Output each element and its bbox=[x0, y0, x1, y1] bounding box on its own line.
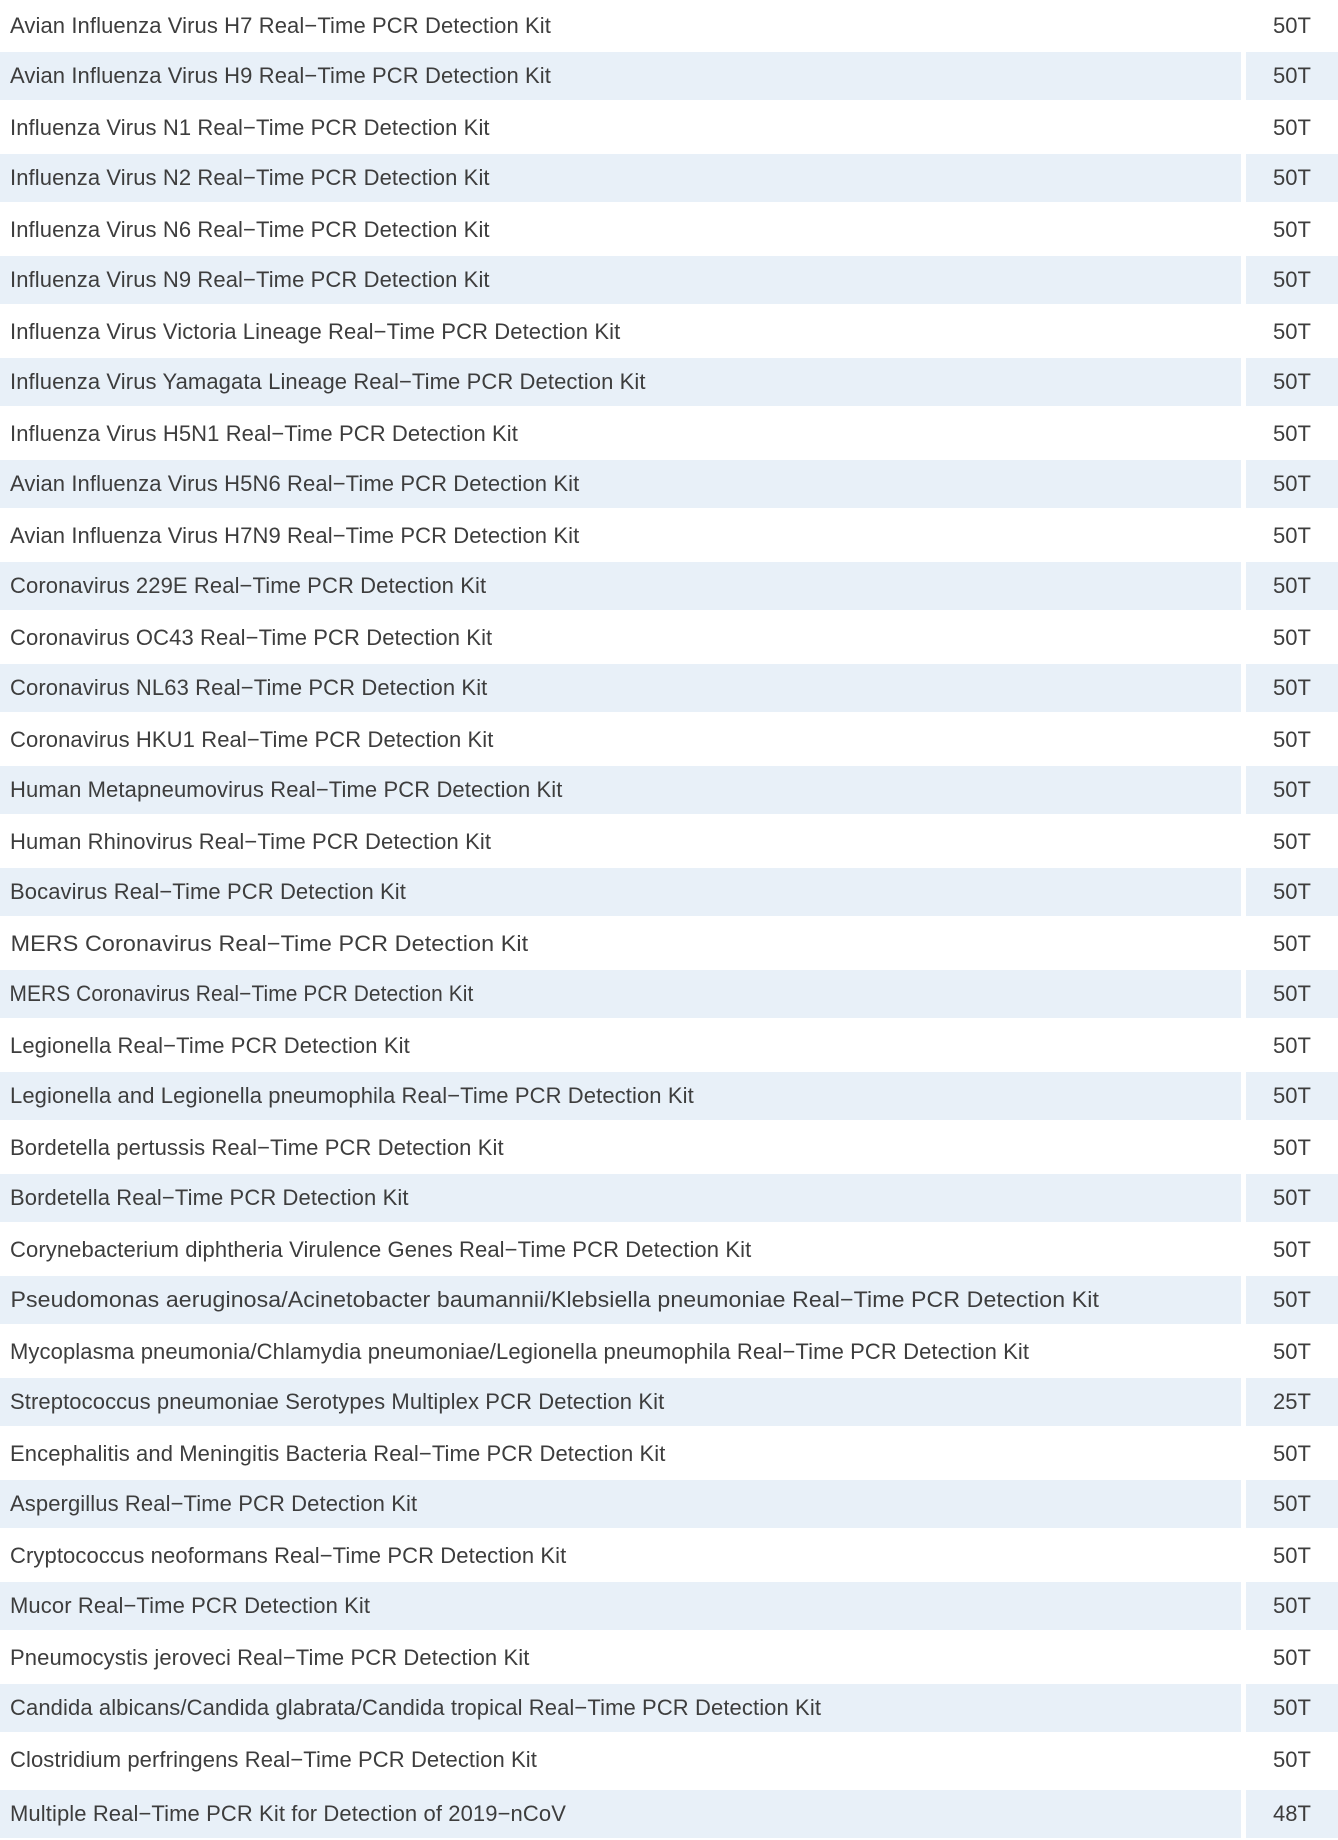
product-name: Coronavirus 229E Real−Time PCR Detection Kit bbox=[10, 573, 487, 598]
table-row bbox=[0, 408, 1338, 459]
product-name: Cryptococcus neoformans Real−Time PCR Detection Kit bbox=[10, 1542, 567, 1568]
table-row bbox=[0, 204, 1338, 255]
pack-size: 50T bbox=[1273, 165, 1311, 190]
product-name: Coronavirus HKU1 Real−Time PCR Detection Kit bbox=[10, 726, 494, 752]
product-name: Streptococcus pneumoniae Serotypes Multiplex PCR Detection Kit bbox=[10, 1389, 665, 1414]
pack-size: 50T bbox=[1273, 1746, 1311, 1772]
pack-size: 50T bbox=[1273, 879, 1311, 904]
product-name: Influenza Virus Yamagata Lineage Real−Time PCR Detection Kit bbox=[10, 369, 646, 394]
pack-size: 50T bbox=[1273, 1185, 1311, 1210]
pack-size: 50T bbox=[1273, 1083, 1311, 1108]
table-row bbox=[0, 306, 1338, 357]
product-name: Coronavirus OC43 Real−Time PCR Detection Kit bbox=[10, 624, 493, 650]
product-name: MERS Coronavirus Real−Time PCR Detection Kit bbox=[10, 930, 529, 956]
pack-size: 50T bbox=[1273, 1236, 1311, 1262]
product-name: Avian Influenza Virus H7N9 Real−Time PCR Detection Kit bbox=[10, 522, 580, 548]
table-row bbox=[0, 918, 1338, 969]
pack-size: 50T bbox=[1273, 930, 1311, 956]
table-row bbox=[0, 765, 1338, 816]
table-row bbox=[0, 612, 1338, 663]
product-name: Influenza Virus N6 Real−Time PCR Detection Kit bbox=[10, 216, 490, 242]
pack-size: 50T bbox=[1273, 573, 1311, 598]
pack-size: 50T bbox=[1273, 1491, 1311, 1516]
product-name: Influenza Virus N2 Real−Time PCR Detection Kit bbox=[10, 165, 490, 190]
product-name: Clostridium perfringens Real−Time PCR Detection Kit bbox=[10, 1746, 537, 1772]
pack-size: 50T bbox=[1273, 981, 1311, 1006]
table-row bbox=[0, 1479, 1338, 1530]
pack-size: 50T bbox=[1273, 471, 1311, 496]
pack-size: 50T bbox=[1273, 1032, 1311, 1058]
pack-size: 50T bbox=[1273, 777, 1311, 802]
product-name: MERS Coronavirus Real−Time PCR Detection Kit bbox=[9, 981, 474, 1006]
product-name: Influenza Virus N1 Real−Time PCR Detection Kit bbox=[10, 114, 490, 140]
pack-size: 50T bbox=[1273, 1338, 1311, 1364]
table-row bbox=[0, 1428, 1338, 1479]
pack-size: 50T bbox=[1273, 624, 1311, 650]
pack-size: 50T bbox=[1273, 726, 1311, 752]
product-name: Corynebacterium diphtheria Virulence Genes Real−Time PCR Detection Kit bbox=[10, 1236, 752, 1262]
product-name: Aspergillus Real−Time PCR Detection Kit bbox=[10, 1491, 418, 1516]
pack-size: 50T bbox=[1273, 675, 1311, 700]
table-row bbox=[0, 459, 1338, 510]
pack-size: 50T bbox=[1273, 1542, 1311, 1568]
pack-size: 50T bbox=[1273, 63, 1311, 88]
pack-size: 50T bbox=[1273, 828, 1311, 854]
pack-size: 50T bbox=[1273, 12, 1311, 38]
product-name: Bordetella pertussis Real−Time PCR Detection Kit bbox=[10, 1134, 504, 1160]
table-row bbox=[0, 1122, 1338, 1173]
product-name: Pneumocystis jeroveci Real−Time PCR Detection Kit bbox=[10, 1644, 530, 1670]
product-name: Coronavirus NL63 Real−Time PCR Detection Kit bbox=[10, 675, 488, 700]
table-row bbox=[0, 663, 1338, 714]
table-row bbox=[0, 1581, 1338, 1632]
product-name: Influenza Virus Victoria Lineage Real−Time PCR Detection Kit bbox=[10, 318, 621, 344]
pack-size: 50T bbox=[1273, 522, 1311, 548]
table-row bbox=[0, 816, 1338, 867]
pack-size: 50T bbox=[1273, 1134, 1311, 1160]
table-row bbox=[0, 1683, 1338, 1734]
product-name: Influenza Virus H5N1 Real−Time PCR Detection Kit bbox=[10, 420, 518, 446]
table-row bbox=[0, 51, 1338, 102]
table-row bbox=[0, 1275, 1338, 1326]
pack-size: 50T bbox=[1273, 1695, 1311, 1720]
table-row bbox=[0, 153, 1338, 204]
product-name: Human Metapneumovirus Real−Time PCR Detection Kit bbox=[10, 777, 563, 802]
table-row bbox=[0, 510, 1338, 561]
pack-size: 50T bbox=[1273, 1593, 1311, 1618]
product-name: Mucor Real−Time PCR Detection Kit bbox=[10, 1593, 371, 1618]
product-name: Candida albicans/Candida glabrata/Candida tropical Real−Time PCR Detection Kit bbox=[10, 1695, 822, 1720]
table-row bbox=[0, 1734, 1338, 1785]
table-row bbox=[0, 1020, 1338, 1071]
pack-size: 50T bbox=[1273, 1644, 1311, 1670]
pack-size: 48T bbox=[1273, 1801, 1311, 1826]
table-row bbox=[0, 1377, 1338, 1428]
table-row bbox=[0, 102, 1338, 153]
table-row bbox=[0, 1789, 1338, 1840]
pack-size: 25T bbox=[1273, 1389, 1311, 1414]
table-row bbox=[0, 1326, 1338, 1377]
table-row bbox=[0, 561, 1338, 612]
product-name: Pseudomonas aeruginosa/Acinetobacter baumannii/Klebsiella pneumoniae Real−Time PCR Detection Kit bbox=[10, 1287, 1099, 1312]
pack-size: 50T bbox=[1273, 216, 1311, 242]
table-row bbox=[0, 1530, 1338, 1581]
pack-size: 50T bbox=[1273, 369, 1311, 394]
product-name: Influenza Virus N9 Real−Time PCR Detection Kit bbox=[10, 267, 490, 292]
table-row bbox=[0, 714, 1338, 765]
table-row bbox=[0, 357, 1338, 408]
table-row bbox=[0, 1224, 1338, 1275]
product-name: Avian Influenza Virus H5N6 Real−Time PCR Detection Kit bbox=[10, 471, 580, 496]
product-name: Mycoplasma pneumonia/Chlamydia pneumoniae/Legionella pneumophila Real−Time PCR Detection Kit bbox=[10, 1338, 1030, 1364]
product-name: Multiple Real−Time PCR Kit for Detection of 2019−nCoV bbox=[10, 1801, 566, 1826]
pack-size: 50T bbox=[1273, 1440, 1311, 1466]
table-row bbox=[0, 1632, 1338, 1683]
pack-size: 50T bbox=[1273, 1287, 1311, 1312]
table-row bbox=[0, 1173, 1338, 1224]
product-name: Bordetella Real−Time PCR Detection Kit bbox=[10, 1185, 409, 1210]
table-row bbox=[0, 969, 1338, 1020]
pack-size: 50T bbox=[1273, 318, 1311, 344]
product-name: Legionella Real−Time PCR Detection Kit bbox=[10, 1032, 410, 1058]
table-row bbox=[0, 0, 1338, 51]
pack-size: 50T bbox=[1273, 114, 1311, 140]
product-name: Avian Influenza Virus H7 Real−Time PCR Detection Kit bbox=[10, 12, 551, 38]
table-row bbox=[0, 1071, 1338, 1122]
product-name: Encephalitis and Meningitis Bacteria Real−Time PCR Detection Kit bbox=[10, 1440, 666, 1466]
product-name: Human Rhinovirus Real−Time PCR Detection Kit bbox=[10, 828, 492, 854]
product-name: Legionella and Legionella pneumophila Real−Time PCR Detection Kit bbox=[10, 1083, 694, 1108]
product-name: Avian Influenza Virus H9 Real−Time PCR Detection Kit bbox=[10, 63, 551, 88]
product-name: Bocavirus Real−Time PCR Detection Kit bbox=[10, 879, 406, 904]
pack-size: 50T bbox=[1273, 420, 1311, 446]
table-row bbox=[0, 867, 1338, 918]
pack-size: 50T bbox=[1273, 267, 1311, 292]
table-row bbox=[0, 255, 1338, 306]
